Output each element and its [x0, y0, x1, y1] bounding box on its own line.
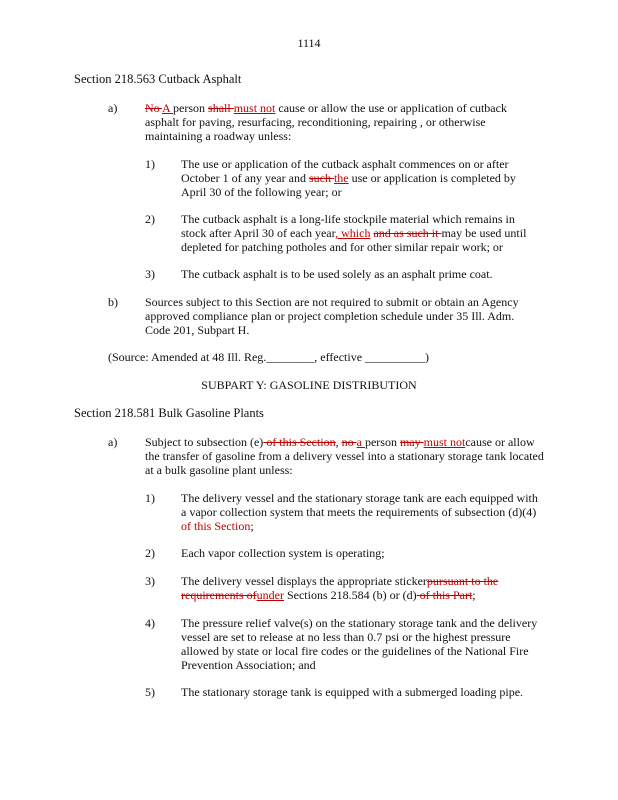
item-text: Each vapor collection system is operating; — [181, 546, 385, 560]
section-heading-218-563: Section 218.563 Cutback Asphalt — [74, 72, 242, 86]
item-number: 1) — [145, 491, 155, 505]
subsection-label-a: a) — [108, 101, 118, 115]
inserted-text: must not — [233, 101, 276, 115]
item-number: 1) — [145, 157, 155, 171]
deleted-text: shall — [208, 101, 234, 115]
item-number: 2) — [145, 546, 155, 560]
source-note: (Source: Amended at 48 Ill. Reg.________, effective __________) — [108, 350, 430, 364]
item-text: The stationary storage tank is equipped with a submerged loading pipe. — [181, 685, 524, 699]
item-number: 3) — [145, 267, 155, 281]
inserted-text: A — [162, 101, 174, 115]
item-text: The cutback asphalt is to be used solely as an asphalt prime coat. — [181, 267, 493, 281]
page-number: 1114 — [297, 36, 321, 50]
subsection-label-a: a) — [108, 435, 118, 449]
subsection-b-text: Sources subject to this Section are not required to submit or obtain an Agency approved compliance plan or project completion schedule under 35 Ill. Adm. Code 201, Subpart H. — [145, 295, 519, 337]
item-number: 5) — [145, 685, 155, 699]
item-text: The delivery vessel and the stationary storage tank are each equipped with a vapor collection system that meets the requirements of subsection (d)(4) of this Section; — [181, 491, 538, 533]
section-heading-218-581: Section 218.581 Bulk Gasoline Plants — [74, 406, 264, 420]
item-text: The delivery vessel displays the appropriate stickerpursuant to the requirements ofunder Sections 218.584 (b) or (d) of this Part; — [181, 574, 499, 602]
item-text: The pressure relief valve(s) on the stationary storage tank and the delivery vessel are set to release at no less than 0.7 psi or the highest pressure allowed by state or local fire codes or the guidelines of the National Fire Prevention Association; and — [181, 616, 538, 672]
item-number: 2) — [145, 212, 155, 226]
subpart-title: SUBPART Y: GASOLINE DISTRIBUTION — [201, 378, 417, 392]
item-text: The cutback asphalt is a long-life stockpile material which remains in stock after April 30 of each year, which and as such it may be used until depleted for patching potholes and for other similar repair work; or — [181, 212, 527, 254]
item-number: 4) — [145, 616, 155, 630]
deleted-text: No — [145, 101, 163, 115]
subsection-a-text: No A person shall must not cause or allow the use or application of cutback asphalt for paving, resurfacing, reconditioning, repairing , or otherwise maintaining a roadway unless: — [145, 101, 507, 143]
subsection-a-text: Subject to subsection (e) of this Section, no a person may must notcause or allow the transfer of gasoline from a delivery vessel into a stationary storage tank located at a bulk gasoline plant unless: — [145, 435, 544, 477]
item-text: The use or application of the cutback asphalt commences on or after October 1 of any year and such the use or application is completed by April 30 of the following year; or — [181, 157, 516, 199]
item-number: 3) — [145, 574, 155, 588]
subsection-label-b: b) — [108, 295, 118, 309]
